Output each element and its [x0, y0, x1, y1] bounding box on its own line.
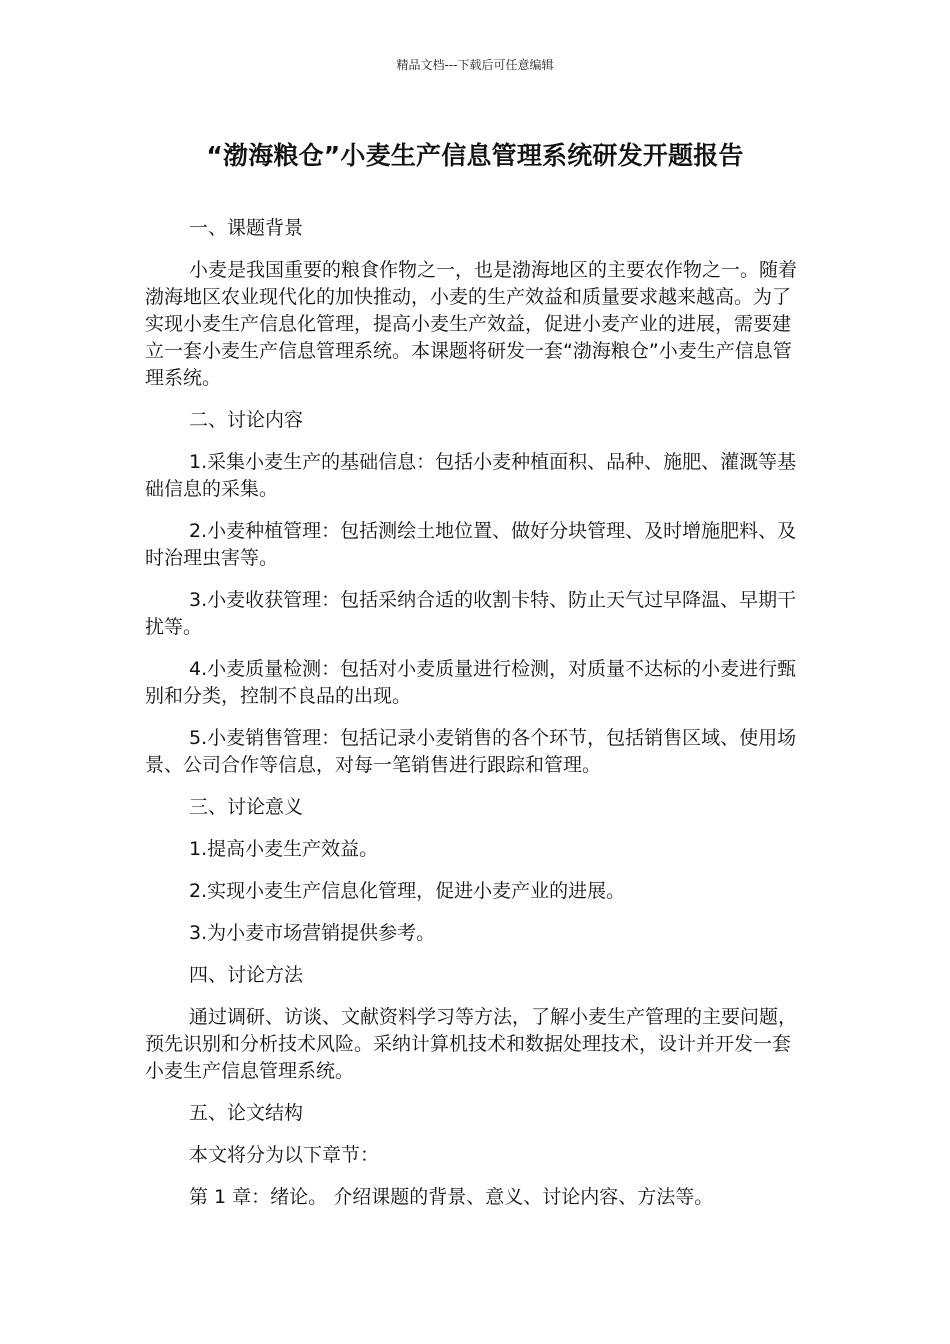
- document-body: [145, 215, 805, 1226]
- section-heading-structure: 五、论文结构: [189, 1102, 304, 1124]
- section-heading-background: 一、课题背景: [189, 217, 304, 239]
- section-heading-method: 四、讨论方法: [189, 964, 304, 986]
- paragraph-method: 通过调研、访谈、文献资料学习等方法，了解小麦生产管理的主要问题，预先识别和分析技术风险。采纳计算机技术和数据处理技术，设计并开发一套小麦生产信息管理系统。: [145, 1006, 798, 1082]
- list-item-content-2: 2.小麦种植管理：包括测绘土地位置、做好分块管理、及时增施肥料、及时治理虫害等。: [145, 520, 797, 569]
- paragraph-structure-intro: 本文将分为以下章节：: [189, 1144, 380, 1166]
- header-note: 精品文档---下载后可任意编辑: [396, 58, 554, 72]
- list-item-significance-1: 1.提高小麦生产效益。: [189, 838, 379, 860]
- paragraph-background: 小麦是我国重要的粮食作物之一，也是渤海地区的主要农作物之一。随着渤海地区农业现代化的加快推动，小麦的生产效益和质量要求越来越高。为了实现小麦生产信息化管理，提高小麦生产效益，促进小麦产业的进展，需要建立一套小麦生产信息管理系统。本课题将研发一套“渤海粮仓”小麦生产信息管理系统。: [145, 259, 798, 389]
- document-title: “渤海粮仓”小麦生产信息管理系统研发开题报告: [206, 141, 744, 170]
- list-item-significance-3: 3.为小麦市场营销提供参考。: [189, 922, 436, 944]
- section-heading-significance: 三、讨论意义: [189, 796, 304, 818]
- list-item-content-5: 5.小麦销售管理：包括记录小麦销售的各个环节，包括销售区域、使用场景、公司合作等信息，对每一笔销售进行跟踪和管理。: [145, 727, 797, 776]
- section-heading-content: 二、讨论内容: [189, 409, 304, 431]
- list-item-significance-2: 2.实现小麦生产信息化管理，促进小麦产业的进展。: [189, 880, 626, 902]
- list-item-content-4: 4.小麦质量检测：包括对小麦质量进行检测，对质量不达标的小麦进行甄别和分类，控制不良品的出现。: [145, 658, 797, 707]
- list-item-content-3: 3.小麦收获管理：包括采纳合适的收割卡特、防止天气过早降温、早期干扰等。: [145, 589, 797, 638]
- list-item-content-1: 1.采集小麦生产的基础信息：包括小麦种植面积、品种、施肥、灌溉等基础信息的采集。: [145, 451, 797, 500]
- paragraph-chapter-1: 第 1 章：绪论。 介绍课题的背景、意义、讨论内容、方法等。: [189, 1186, 714, 1208]
